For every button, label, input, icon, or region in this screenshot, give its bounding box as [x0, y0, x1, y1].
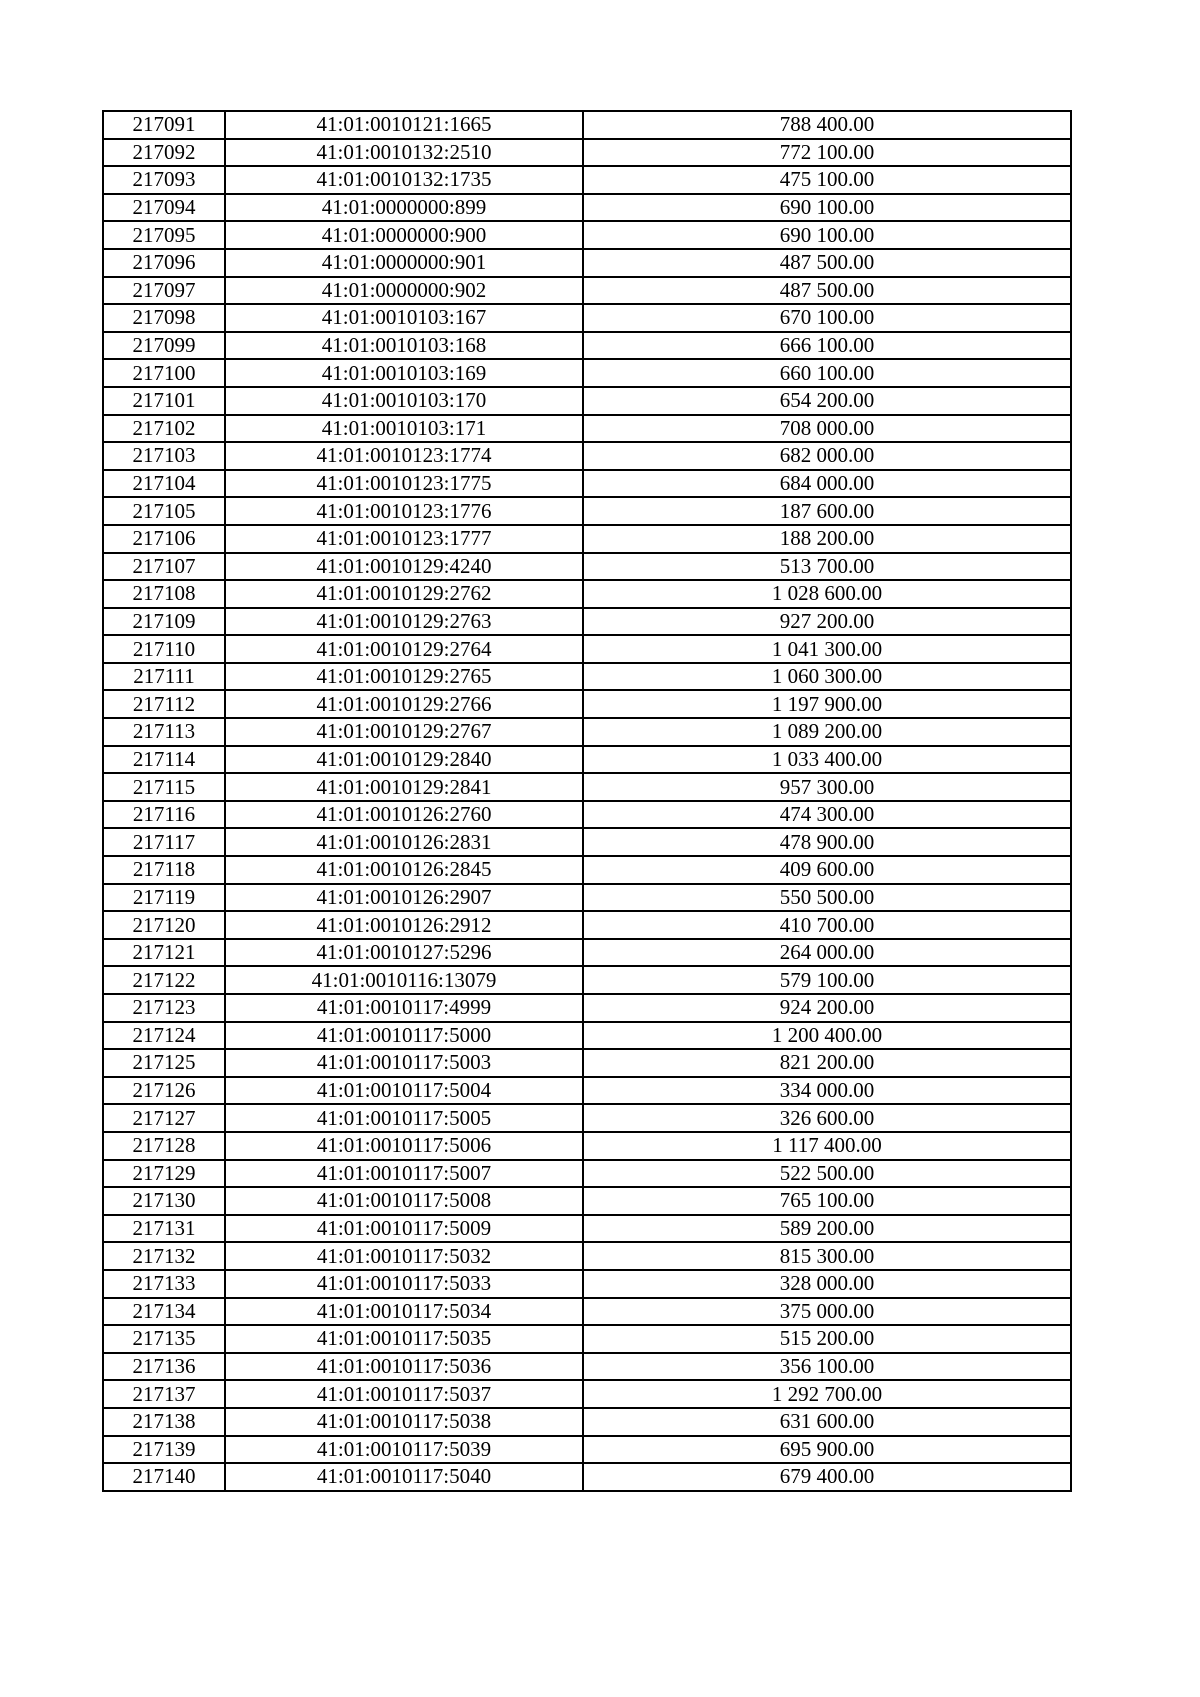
cadastral-number-cell: 41:01:0010129:4240 [225, 553, 583, 581]
row-number-cell: 217102 [103, 415, 225, 443]
cadastral-value-cell: 772 100.00 [583, 139, 1071, 167]
cadastral-number-cell: 41:01:0010132:2510 [225, 139, 583, 167]
cadastral-value-cell: 487 500.00 [583, 277, 1071, 305]
row-number-cell: 217097 [103, 277, 225, 305]
table-row [103, 1463, 1071, 1491]
row-number-cell: 217117 [103, 828, 225, 856]
table-row [103, 387, 1071, 415]
row-number-cell: 217099 [103, 332, 225, 360]
cadastral-value-cell: 684 000.00 [583, 470, 1071, 498]
table-row [103, 1215, 1071, 1243]
cadastral-value-cell: 1 292 700.00 [583, 1380, 1071, 1408]
row-number-cell: 217103 [103, 442, 225, 470]
table-row [103, 221, 1071, 249]
cadastral-value-cell: 957 300.00 [583, 773, 1071, 801]
cadastral-number-cell: 41:01:0010117:5005 [225, 1104, 583, 1132]
cadastral-number-cell: 41:01:0010126:2912 [225, 911, 583, 939]
row-number-cell: 217120 [103, 911, 225, 939]
table-row [103, 608, 1071, 636]
table-row [103, 1104, 1071, 1132]
cadastral-value-cell: 589 200.00 [583, 1215, 1071, 1243]
row-number-cell: 217137 [103, 1380, 225, 1408]
cadastral-number-cell: 41:01:0010123:1774 [225, 442, 583, 470]
cadastral-number-cell: 41:01:0010117:5033 [225, 1270, 583, 1298]
cadastral-number-cell: 41:01:0010117:5035 [225, 1325, 583, 1353]
table-body [103, 111, 1071, 1491]
table-row [103, 1160, 1071, 1188]
row-number-cell: 217129 [103, 1160, 225, 1188]
cadastral-value-cell: 513 700.00 [583, 553, 1071, 581]
row-number-cell: 217111 [103, 663, 225, 691]
table-row [103, 1187, 1071, 1215]
cadastral-value-cell: 409 600.00 [583, 856, 1071, 884]
cadastral-number-cell: 41:01:0010117:5039 [225, 1436, 583, 1464]
row-number-cell: 217136 [103, 1353, 225, 1381]
cadastral-value-cell: 522 500.00 [583, 1160, 1071, 1188]
cadastral-value-cell: 410 700.00 [583, 911, 1071, 939]
cadastral-value-cell: 1 041 300.00 [583, 635, 1071, 663]
row-number-cell: 217093 [103, 166, 225, 194]
row-number-cell: 217101 [103, 387, 225, 415]
table-row [103, 1132, 1071, 1160]
table-row [103, 773, 1071, 801]
table-row [103, 1380, 1071, 1408]
table-row [103, 166, 1071, 194]
row-number-cell: 217119 [103, 884, 225, 912]
cadastral-value-cell: 654 200.00 [583, 387, 1071, 415]
row-number-cell: 217138 [103, 1408, 225, 1436]
cadastral-number-cell: 41:01:0010117:5006 [225, 1132, 583, 1160]
cadastral-value-cell: 188 200.00 [583, 525, 1071, 553]
table-row [103, 966, 1071, 994]
cadastral-number-cell: 41:01:0010126:2831 [225, 828, 583, 856]
table-row [103, 828, 1071, 856]
cadastral-number-cell: 41:01:0010117:5032 [225, 1242, 583, 1270]
cadastral-value-cell: 1 089 200.00 [583, 718, 1071, 746]
row-number-cell: 217135 [103, 1325, 225, 1353]
cadastral-number-cell: 41:01:0010121:1665 [225, 111, 583, 139]
table-row [103, 1298, 1071, 1326]
table-row [103, 553, 1071, 581]
cadastral-value-cell: 927 200.00 [583, 608, 1071, 636]
table-row [103, 470, 1071, 498]
row-number-cell: 217110 [103, 635, 225, 663]
cadastral-number-cell: 41:01:0010123:1775 [225, 470, 583, 498]
table-row [103, 1325, 1071, 1353]
cadastral-value-cell: 1 033 400.00 [583, 746, 1071, 774]
cadastral-value-cell: 375 000.00 [583, 1298, 1071, 1326]
table-row [103, 911, 1071, 939]
table-row [103, 277, 1071, 305]
cadastral-number-cell: 41:01:0010129:2766 [225, 690, 583, 718]
row-number-cell: 217109 [103, 608, 225, 636]
table-row [103, 718, 1071, 746]
table-row [103, 497, 1071, 525]
row-number-cell: 217113 [103, 718, 225, 746]
table-row [103, 1408, 1071, 1436]
row-number-cell: 217128 [103, 1132, 225, 1160]
row-number-cell: 217118 [103, 856, 225, 884]
cadastral-value-cell: 682 000.00 [583, 442, 1071, 470]
cadastral-value-table [102, 110, 1072, 1492]
cadastral-number-cell: 41:01:0010129:2763 [225, 608, 583, 636]
cadastral-number-cell: 41:01:0010127:5296 [225, 939, 583, 967]
cadastral-number-cell: 41:01:0010117:5000 [225, 1022, 583, 1050]
cadastral-number-cell: 41:01:0010103:167 [225, 304, 583, 332]
row-number-cell: 217095 [103, 221, 225, 249]
cadastral-number-cell: 41:01:0010117:5038 [225, 1408, 583, 1436]
cadastral-value-cell: 660 100.00 [583, 359, 1071, 387]
cadastral-number-cell: 41:01:0010116:13079 [225, 966, 583, 994]
table-row [103, 1022, 1071, 1050]
cadastral-number-cell: 41:01:0010117:5009 [225, 1215, 583, 1243]
cadastral-number-cell: 41:01:0010117:4999 [225, 994, 583, 1022]
cadastral-number-cell: 41:01:0000000:902 [225, 277, 583, 305]
row-number-cell: 217131 [103, 1215, 225, 1243]
row-number-cell: 217115 [103, 773, 225, 801]
row-number-cell: 217100 [103, 359, 225, 387]
row-number-cell: 217130 [103, 1187, 225, 1215]
cadastral-value-cell: 815 300.00 [583, 1242, 1071, 1270]
cadastral-value-cell: 1 200 400.00 [583, 1022, 1071, 1050]
cadastral-number-cell: 41:01:0000000:900 [225, 221, 583, 249]
cadastral-value-cell: 334 000.00 [583, 1077, 1071, 1105]
row-number-cell: 217140 [103, 1463, 225, 1491]
table-row [103, 442, 1071, 470]
table-row [103, 884, 1071, 912]
cadastral-number-cell: 41:01:0010103:169 [225, 359, 583, 387]
cadastral-value-cell: 478 900.00 [583, 828, 1071, 856]
cadastral-number-cell: 41:01:0010126:2760 [225, 801, 583, 829]
row-number-cell: 217107 [103, 553, 225, 581]
table-row [103, 994, 1071, 1022]
cadastral-value-cell: 924 200.00 [583, 994, 1071, 1022]
cadastral-value-cell: 690 100.00 [583, 221, 1071, 249]
row-number-cell: 217106 [103, 525, 225, 553]
table-row [103, 304, 1071, 332]
row-number-cell: 217104 [103, 470, 225, 498]
cadastral-number-cell: 41:01:0010117:5036 [225, 1353, 583, 1381]
cadastral-number-cell: 41:01:0000000:899 [225, 194, 583, 222]
row-number-cell: 217121 [103, 939, 225, 967]
cadastral-value-cell: 475 100.00 [583, 166, 1071, 194]
cadastral-number-cell: 41:01:0010103:168 [225, 332, 583, 360]
table-row [103, 525, 1071, 553]
cadastral-number-cell: 41:01:0010129:2762 [225, 580, 583, 608]
cadastral-value-cell: 690 100.00 [583, 194, 1071, 222]
row-number-cell: 217127 [103, 1104, 225, 1132]
cadastral-value-cell: 695 900.00 [583, 1436, 1071, 1464]
cadastral-number-cell: 41:01:0010117:5008 [225, 1187, 583, 1215]
cadastral-number-cell: 41:01:0010117:5007 [225, 1160, 583, 1188]
cadastral-value-cell: 356 100.00 [583, 1353, 1071, 1381]
table-row [103, 1242, 1071, 1270]
cadastral-value-cell: 187 600.00 [583, 497, 1071, 525]
row-number-cell: 217091 [103, 111, 225, 139]
cadastral-value-cell: 515 200.00 [583, 1325, 1071, 1353]
table-row [103, 139, 1071, 167]
table-row [103, 663, 1071, 691]
cadastral-number-cell: 41:01:0010117:5003 [225, 1049, 583, 1077]
cadastral-value-cell: 328 000.00 [583, 1270, 1071, 1298]
table-row [103, 939, 1071, 967]
row-number-cell: 217139 [103, 1436, 225, 1464]
row-number-cell: 217123 [103, 994, 225, 1022]
cadastral-value-cell: 474 300.00 [583, 801, 1071, 829]
cadastral-number-cell: 41:01:0010126:2907 [225, 884, 583, 912]
row-number-cell: 217125 [103, 1049, 225, 1077]
cadastral-number-cell: 41:01:0010117:5004 [225, 1077, 583, 1105]
table-row [103, 249, 1071, 277]
row-number-cell: 217114 [103, 746, 225, 774]
row-number-cell: 217112 [103, 690, 225, 718]
table-row [103, 359, 1071, 387]
table-row [103, 415, 1071, 443]
cadastral-number-cell: 41:01:0010129:2765 [225, 663, 583, 691]
cadastral-value-cell: 788 400.00 [583, 111, 1071, 139]
cadastral-number-cell: 41:01:0010126:2845 [225, 856, 583, 884]
cadastral-number-cell: 41:01:0010123:1776 [225, 497, 583, 525]
cadastral-number-cell: 41:01:0010129:2764 [225, 635, 583, 663]
row-number-cell: 217092 [103, 139, 225, 167]
cadastral-number-cell: 41:01:0010117:5034 [225, 1298, 583, 1326]
cadastral-value-cell: 631 600.00 [583, 1408, 1071, 1436]
cadastral-number-cell: 41:01:0010129:2767 [225, 718, 583, 746]
table-row [103, 1353, 1071, 1381]
cadastral-value-cell: 670 100.00 [583, 304, 1071, 332]
table-row [103, 856, 1071, 884]
row-number-cell: 217094 [103, 194, 225, 222]
row-number-cell: 217105 [103, 497, 225, 525]
table-row [103, 580, 1071, 608]
row-number-cell: 217134 [103, 1298, 225, 1326]
cadastral-value-cell: 264 000.00 [583, 939, 1071, 967]
cadastral-number-cell: 41:01:0010129:2841 [225, 773, 583, 801]
cadastral-number-cell: 41:01:0000000:901 [225, 249, 583, 277]
table-row [103, 1436, 1071, 1464]
cadastral-number-cell: 41:01:0010117:5040 [225, 1463, 583, 1491]
cadastral-number-cell: 41:01:0010132:1735 [225, 166, 583, 194]
row-number-cell: 217122 [103, 966, 225, 994]
row-number-cell: 217096 [103, 249, 225, 277]
cadastral-value-cell: 1 197 900.00 [583, 690, 1071, 718]
table-row [103, 1270, 1071, 1298]
table-row [103, 746, 1071, 774]
cadastral-value-cell: 487 500.00 [583, 249, 1071, 277]
cadastral-number-cell: 41:01:0010103:170 [225, 387, 583, 415]
row-number-cell: 217098 [103, 304, 225, 332]
cadastral-value-cell: 550 500.00 [583, 884, 1071, 912]
cadastral-value-cell: 1 117 400.00 [583, 1132, 1071, 1160]
cadastral-value-cell: 326 600.00 [583, 1104, 1071, 1132]
cadastral-value-cell: 666 100.00 [583, 332, 1071, 360]
row-number-cell: 217108 [103, 580, 225, 608]
cadastral-number-cell: 41:01:0010123:1777 [225, 525, 583, 553]
table-row [103, 801, 1071, 829]
table-row [103, 1077, 1071, 1105]
table-row [103, 635, 1071, 663]
row-number-cell: 217133 [103, 1270, 225, 1298]
cadastral-value-cell: 765 100.00 [583, 1187, 1071, 1215]
row-number-cell: 217126 [103, 1077, 225, 1105]
table-row [103, 1049, 1071, 1077]
table-row [103, 194, 1071, 222]
table-row [103, 690, 1071, 718]
cadastral-value-cell: 708 000.00 [583, 415, 1071, 443]
table-row [103, 332, 1071, 360]
row-number-cell: 217116 [103, 801, 225, 829]
table-row [103, 111, 1071, 139]
cadastral-value-cell: 1 060 300.00 [583, 663, 1071, 691]
cadastral-value-cell: 821 200.00 [583, 1049, 1071, 1077]
cadastral-number-cell: 41:01:0010117:5037 [225, 1380, 583, 1408]
cadastral-value-cell: 679 400.00 [583, 1463, 1071, 1491]
row-number-cell: 217124 [103, 1022, 225, 1050]
cadastral-number-cell: 41:01:0010129:2840 [225, 746, 583, 774]
cadastral-value-cell: 579 100.00 [583, 966, 1071, 994]
cadastral-number-cell: 41:01:0010103:171 [225, 415, 583, 443]
row-number-cell: 217132 [103, 1242, 225, 1270]
cadastral-value-cell: 1 028 600.00 [583, 580, 1071, 608]
